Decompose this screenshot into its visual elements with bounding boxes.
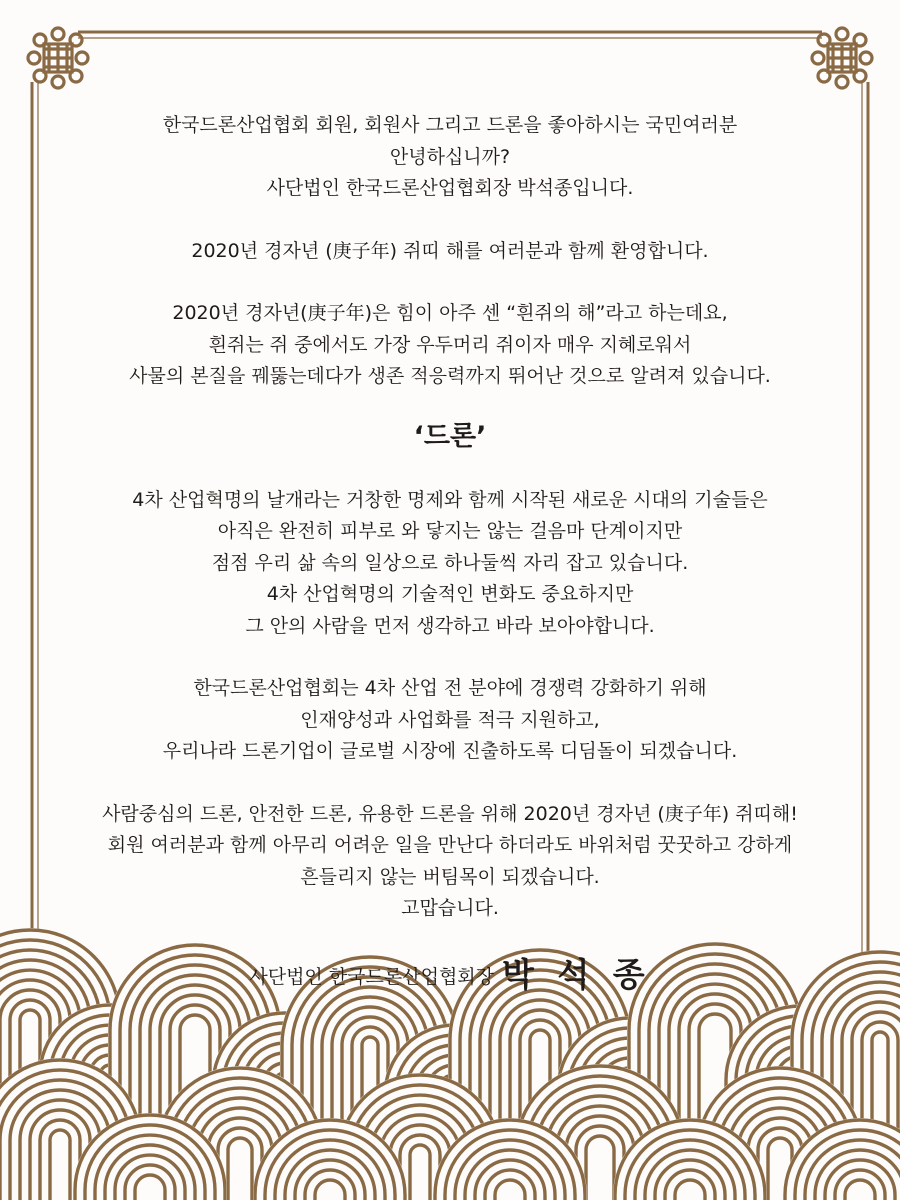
paragraph-association	[60, 673, 840, 768]
text-line: 2020년 경자년 (庚子年) 쥐띠 해를 여러분과 함께 환영합니다.	[191, 239, 709, 262]
text-line: 아직은 완전히 피부로 와 닿지는 않는 걸음마 단계이지만	[217, 520, 683, 542]
text-line: 점점 우리 삶 속의 일상으로 하나둘씩 자리 잡고 있습니다.	[211, 551, 689, 574]
text-line: 회원 여러분과 함께 아무리 어려운 일을 만난다 하더라도 바위처럼 꿋꿋하고 강하게	[107, 834, 793, 856]
signature-block	[0, 955, 900, 997]
text-line: 고맙습니다.	[401, 897, 499, 919]
section-heading: ‘드론’	[413, 420, 487, 452]
text-line: 사람중심의 드론, 안전한 드론, 유용한 드론을 위해 2020년 경자년 (庚子年) 쥐띠해!	[102, 802, 798, 825]
text-line: 한국드론산업협회 회원, 회원사 그리고 드론을 좋아하시는 국민여러분	[162, 114, 738, 136]
text-line: 흰쥐는 쥐 중에서도 가장 우두머리 쥐이자 매우 지혜로워서	[208, 333, 692, 356]
paragraph-fourth-revolution	[60, 485, 840, 643]
text-line: 4차 산업혁명의 날개라는 거창한 명제와 함께 시작된 새로운 시대의 기술들은	[132, 488, 768, 511]
greeting-letter	[60, 110, 840, 925]
text-line: 사물의 본질을 꿰뚫는데다가 생존 적응력까지 뛰어난 것으로 알려져 있습니다.	[129, 365, 771, 387]
text-line: 4차 산업혁명의 기술적인 변화도 중요하지만	[266, 583, 634, 605]
text-line: 2020년 경자년(庚子年)은 힘이 아주 센 “흰쥐의 해”라고 하는데요,	[172, 302, 728, 324]
endless-knot-icon	[28, 28, 88, 88]
text-line: 그 안의 사람을 먼저 생각하고 바라 보아야합니다.	[245, 614, 655, 637]
text-line: 안녕하십니까?	[389, 145, 511, 168]
text-line: 인재양성과 사업화를 적극 지원하고,	[300, 708, 600, 731]
text-line: 우리나라 드론기업이 글로벌 시장에 진출하도록 디딤돌이 되겠습니다.	[162, 740, 738, 762]
signature-name: 박 석 종	[502, 955, 651, 994]
paragraph-white-rat	[60, 298, 840, 393]
text-line: 한국드론산업협회는 4차 산업 전 분야에 경쟁력 강화하기 위해	[193, 677, 707, 699]
paragraph-greeting	[60, 110, 840, 205]
text-line: 사단법인 한국드론산업협회장 박석종입니다.	[266, 177, 634, 199]
paragraph-closing	[60, 799, 840, 925]
endless-knot-icon	[812, 28, 872, 88]
signature-title: 사단법인 한국드론산업협회장	[249, 966, 495, 988]
text-line: 흔들리지 않는 버팀목이 되겠습니다.	[300, 865, 600, 888]
paragraph-new-year	[60, 236, 840, 268]
